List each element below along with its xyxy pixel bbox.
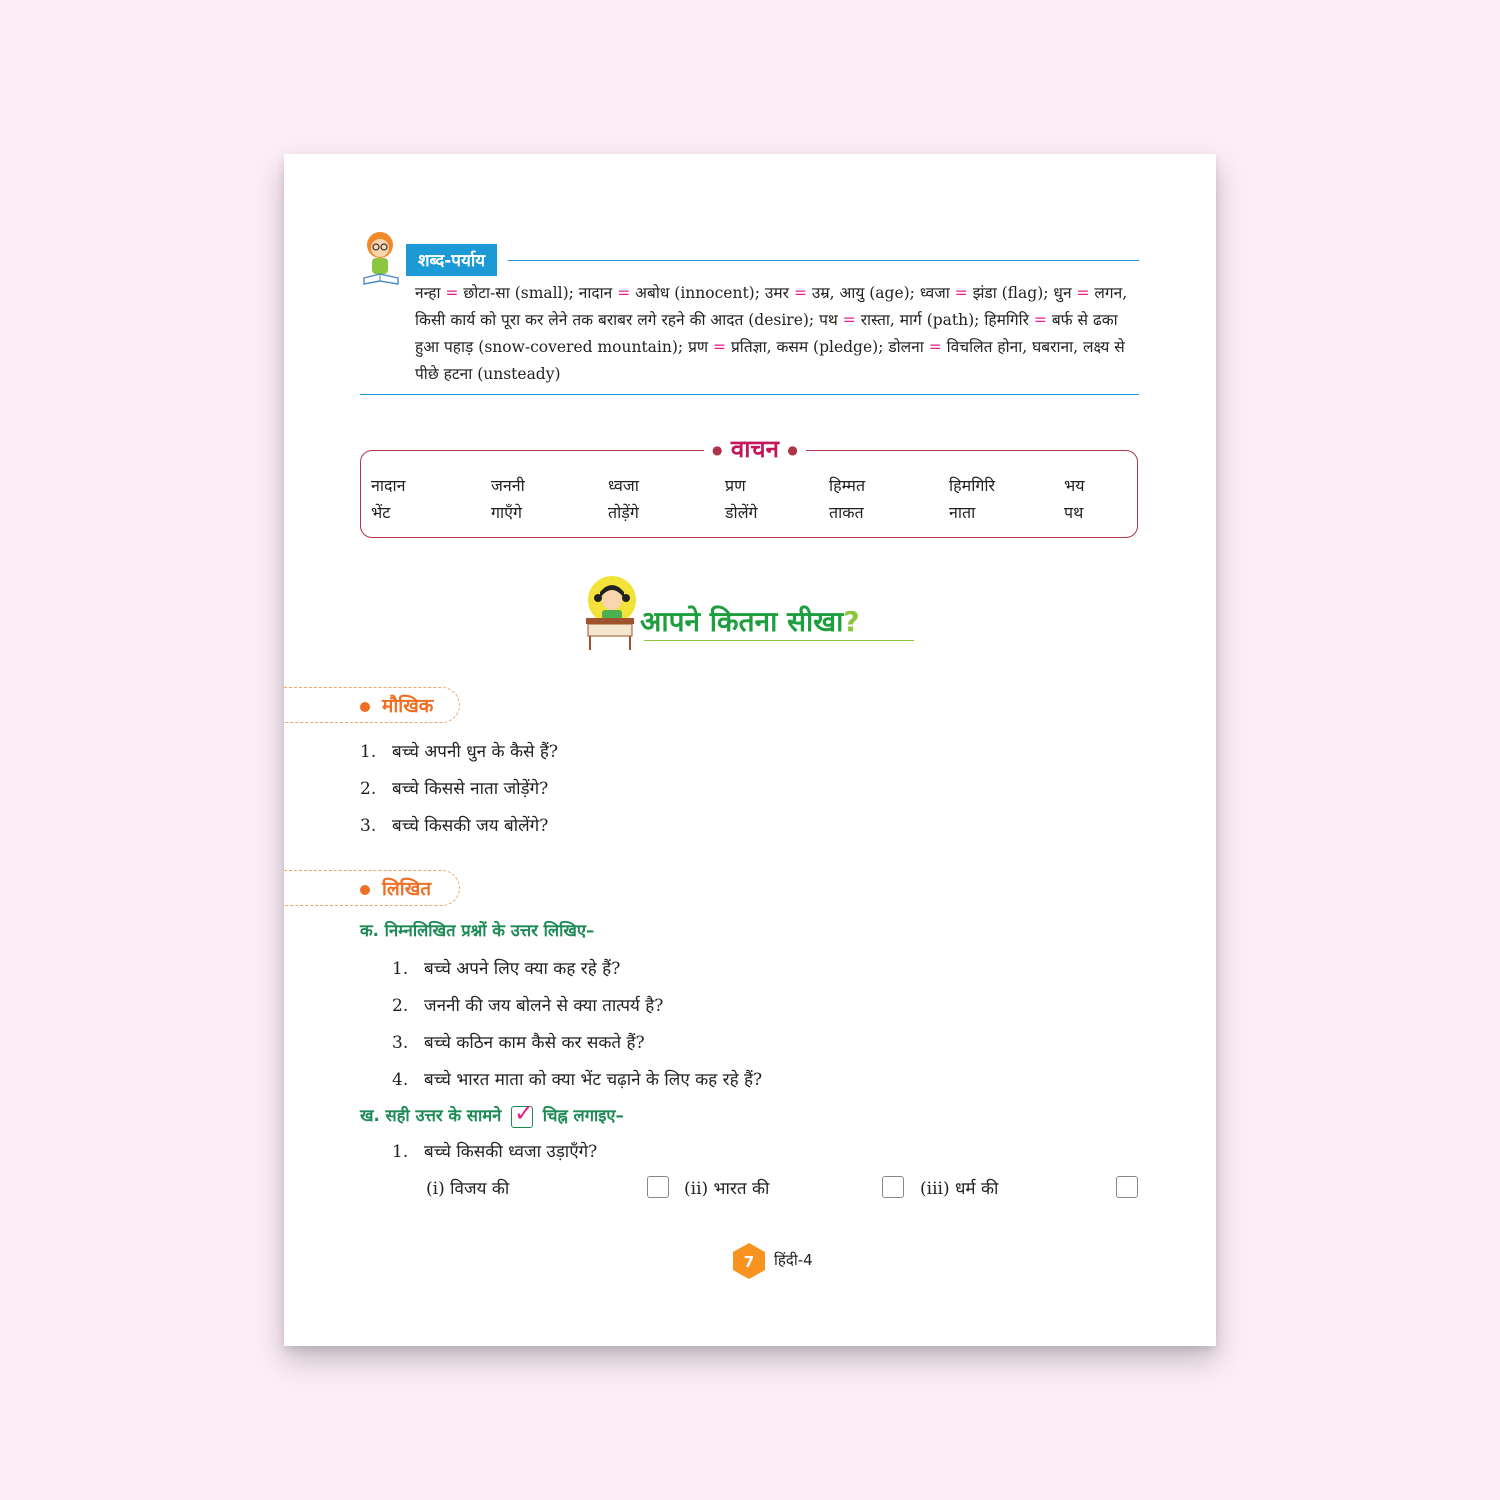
mcq-option-label: (i) विजय की — [426, 1179, 510, 1199]
glossary-entry: नन्हा = छोटा-सा (small); — [415, 284, 574, 302]
part-b-instruction: ख. सही उत्तर के सामने ✓ चिह्न लगाइए– — [360, 1098, 624, 1127]
glossary-bottom-rule — [360, 394, 1139, 395]
glossary-entry: धुन = लगन, किसी कार्य को पूरा कर लेने तक बराबर लगे रहने की आदत (desire); — [415, 284, 1128, 329]
mcq-option-label: (ii) भारत की — [684, 1179, 770, 1199]
mcq-option-checkbox[interactable] — [1116, 1176, 1138, 1198]
book-label: हिंदी-4 — [774, 1251, 813, 1269]
written-section-label: लिखित — [360, 875, 431, 901]
glossary-heading: शब्द-पर्याय — [406, 244, 497, 276]
glossary-entry: नादान = अबोध (innocent); — [578, 284, 760, 302]
oral-section-label: मौखिक — [360, 692, 433, 718]
page-number: 7 — [743, 1253, 755, 1271]
vachan-column: हिमगिरि नाता — [949, 476, 996, 522]
written-question: 1. बच्चे अपने लिए क्या कह रहे हैं? — [392, 959, 621, 979]
bullet-icon — [360, 702, 370, 712]
vachan-column: ध्वजा तोड़ेंगे — [608, 476, 639, 522]
vachan-title: ● वाचन ● — [704, 432, 806, 465]
vachan-column: हिम्मत ताकत — [829, 476, 866, 522]
glossary-entry: हिमगिरि = बर्फ से ढका हुआ पहाड़ (snow-covered mountain); — [415, 311, 1118, 356]
learned-heading: आपने कितना सीखा? — [640, 605, 860, 638]
mcq-option-label: (iii) धर्म की — [920, 1179, 999, 1199]
mcq-option-checkbox[interactable] — [647, 1176, 669, 1198]
vachan-column: जननी गाएँगे — [491, 476, 525, 522]
oral-question: 2. बच्चे किससे नाता जोड़ेंगे? — [360, 779, 549, 799]
glossary-entry: उमर = उम्र, आयु (age); — [764, 284, 915, 302]
girl-reading-icon — [360, 230, 404, 292]
part-a-instruction: क. निम्नलिखित प्रश्नों के उत्तर लिखिए– — [360, 921, 595, 940]
glossary-heading-rule — [508, 260, 1139, 261]
written-question: 4. बच्चे भारत माता को क्या भेंट चढ़ाने के लिए कह रहे हैं? — [392, 1070, 763, 1090]
tick-icon: ✓ — [514, 1098, 535, 1127]
student-desk-icon — [584, 576, 638, 652]
glossary-text — [415, 280, 1140, 388]
mcq-option-checkbox[interactable] — [882, 1176, 904, 1198]
glossary-entry: प्रण = प्रतिज्ञा, कसम (pledge); — [688, 338, 884, 356]
vachan-column: प्रण डोलेंगे — [725, 476, 758, 522]
bullet-icon — [360, 885, 370, 895]
mcq-question: 1. बच्चे किसकी ध्वजा उड़ाएँगे? — [392, 1142, 598, 1162]
written-question: 3. बच्चे कठिन काम कैसे कर सकते हैं? — [392, 1033, 645, 1053]
glossary-entry: डोलना = विचलित होना, घबराना, लक्ष्य से पीछे हटना (unsteady) — [415, 338, 1125, 383]
vachan-column: नादान भेंट — [371, 476, 406, 522]
learned-heading-underline — [644, 640, 914, 641]
textbook-page — [284, 154, 1216, 1346]
written-question: 2. जननी की जय बोलने से क्या तात्पर्य है? — [392, 996, 664, 1016]
tick-sample-box — [511, 1098, 535, 1128]
page-number-badge — [732, 1242, 766, 1280]
oral-question: 3. बच्चे किसकी जय बोलेंगे? — [360, 816, 549, 836]
oral-question: 1. बच्चे अपनी धुन के कैसे हैं? — [360, 742, 559, 762]
vachan-column: भय पथ — [1064, 476, 1085, 522]
glossary-entry: ध्वजा = झंडा (flag); — [919, 284, 1049, 302]
glossary-entry: पथ = रास्ता, मार्ग (path); — [819, 311, 980, 329]
